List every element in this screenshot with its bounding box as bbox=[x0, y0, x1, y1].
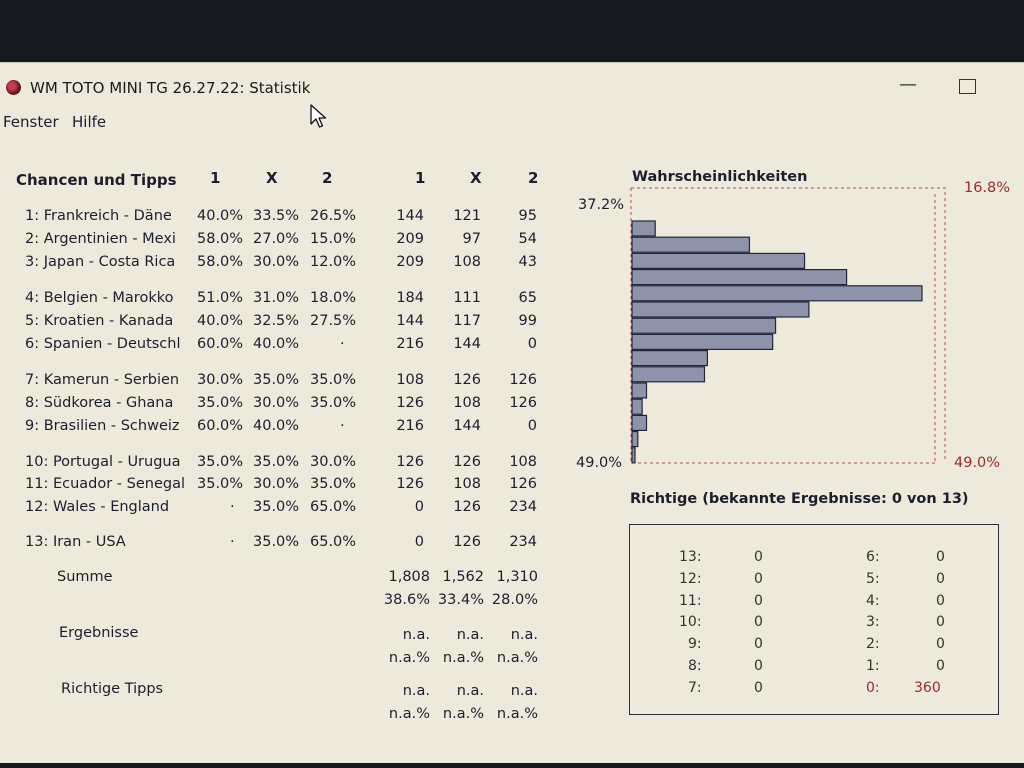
richtige-count-label: 2: bbox=[866, 636, 880, 653]
pct-1: · bbox=[230, 499, 235, 515]
match-label: 13: Iran - USA bbox=[25, 534, 126, 550]
summary-1: n.a. bbox=[402, 627, 430, 643]
chart-bar bbox=[632, 270, 847, 285]
summary-2: n.a. bbox=[510, 683, 538, 699]
count-x: 117 bbox=[453, 313, 481, 329]
count-1: 0 bbox=[414, 534, 424, 550]
count-2: 54 bbox=[518, 231, 537, 247]
richtige-count-value: 0 bbox=[936, 636, 945, 653]
summary-pct-x: 33.4% bbox=[437, 592, 484, 608]
richtige-count-value: 0 bbox=[754, 679, 763, 696]
summary-pct-x: n.a.% bbox=[442, 706, 484, 722]
richtige-count-label: 1: bbox=[866, 658, 880, 674]
richtige-count-label: 8: bbox=[688, 658, 702, 674]
chart-title: Wahrscheinlichkeiten bbox=[632, 169, 808, 185]
match-label: 11: Ecuador - Senegal bbox=[25, 476, 185, 492]
richtige-count-value: 0 bbox=[936, 614, 945, 631]
pct-1: 30.0% bbox=[197, 372, 244, 388]
summary-label: Summe bbox=[57, 569, 113, 585]
summary-x: 1,562 bbox=[442, 569, 484, 585]
count-x: 126 bbox=[453, 499, 481, 515]
count-2: 126 bbox=[509, 476, 537, 492]
chart-bar bbox=[632, 253, 805, 268]
count-1: 184 bbox=[396, 290, 424, 306]
match-label: 7: Kamerun - Serbien bbox=[25, 372, 180, 388]
table-heading: Chancen und Tipps bbox=[16, 171, 177, 189]
richtige-count-label: 7: bbox=[688, 679, 702, 696]
richtige-count-value: 0 bbox=[754, 636, 763, 653]
chart-bar bbox=[632, 432, 638, 447]
count-1: 209 bbox=[396, 254, 424, 270]
count-2: 99 bbox=[518, 313, 537, 329]
count-1: 126 bbox=[396, 395, 424, 411]
pct-2: 65.0% bbox=[310, 499, 357, 515]
richtige-count-value: 0 bbox=[936, 658, 945, 674]
menu-fenster[interactable]: Fenster bbox=[3, 113, 59, 131]
count-1: 126 bbox=[396, 476, 424, 492]
summary-pct-2: n.a.% bbox=[496, 650, 538, 666]
richtige-count-label: 4: bbox=[866, 592, 880, 609]
pct-x: 35.0% bbox=[253, 534, 300, 550]
count-header-x: X bbox=[470, 169, 482, 187]
pct-x: 27.0% bbox=[253, 231, 300, 247]
count-1: 0 bbox=[414, 499, 424, 515]
summary-pct-2: 28.0% bbox=[491, 592, 538, 608]
count-1: 108 bbox=[396, 372, 424, 388]
count-1: 216 bbox=[396, 336, 424, 352]
chart-bar bbox=[632, 415, 647, 430]
chart-bar bbox=[632, 318, 776, 333]
count-2: 108 bbox=[509, 454, 537, 470]
pct-x: 32.5% bbox=[253, 313, 300, 329]
window-title: WM TOTO MINI TG 26.27.22: Statistik bbox=[30, 79, 311, 97]
count-1: 144 bbox=[396, 313, 424, 329]
chart-label-top-right: 16.8% bbox=[964, 180, 1011, 196]
richtige-count-value: 0 bbox=[754, 549, 763, 565]
summary-2: 1,310 bbox=[496, 569, 538, 585]
count-x: 144 bbox=[453, 418, 481, 434]
summary-pct-1: n.a.% bbox=[388, 650, 430, 666]
count-x: 97 bbox=[462, 231, 481, 247]
pct-2: 35.0% bbox=[310, 395, 357, 411]
count-x: 108 bbox=[453, 395, 481, 411]
match-label: 10: Portugal - Urugua bbox=[25, 454, 181, 470]
match-label: 6: Spanien - Deutschl bbox=[25, 336, 181, 352]
chart-bar bbox=[632, 448, 635, 463]
pct-x: 40.0% bbox=[253, 418, 300, 434]
pct-1: 40.0% bbox=[197, 208, 244, 224]
summary-x: n.a. bbox=[456, 683, 484, 699]
chart-label-bottom-left: 49.0% bbox=[576, 455, 623, 471]
richtige-count-label: 12: bbox=[679, 570, 702, 587]
summary-pct-1: 38.6% bbox=[383, 592, 430, 608]
count-x: 126 bbox=[453, 534, 481, 550]
pct-1: 58.0% bbox=[197, 231, 244, 247]
statistics-window bbox=[0, 62, 1024, 763]
count-x: 111 bbox=[453, 290, 481, 306]
pct-2: · bbox=[340, 336, 345, 352]
count-x: 108 bbox=[453, 254, 481, 270]
summary-label: Richtige Tipps bbox=[61, 681, 164, 697]
count-1: 216 bbox=[396, 418, 424, 434]
richtige-count-label: 10: bbox=[679, 614, 702, 631]
richtige-count-label: 5: bbox=[866, 570, 880, 587]
chart-bar bbox=[632, 302, 809, 317]
richtige-counts-box bbox=[629, 524, 999, 715]
count-x: 126 bbox=[453, 454, 481, 470]
count-x: 108 bbox=[453, 476, 481, 492]
count-2: 65 bbox=[518, 290, 537, 306]
pct-2: 35.0% bbox=[310, 476, 357, 492]
pct-1: 60.0% bbox=[197, 418, 244, 434]
match-label: 8: Südkorea - Ghana bbox=[25, 395, 174, 411]
count-2: 43 bbox=[518, 254, 537, 270]
pct-2: · bbox=[340, 418, 345, 434]
pct-1: 35.0% bbox=[197, 454, 244, 470]
pct-header-2: 2 bbox=[322, 169, 333, 187]
count-2: 234 bbox=[509, 499, 537, 515]
pct-x: 30.0% bbox=[253, 476, 300, 492]
richtige-count-value: 360 bbox=[914, 679, 941, 696]
pct-1: 51.0% bbox=[197, 290, 244, 306]
richtige-count-value: 0 bbox=[936, 549, 945, 565]
richtige-count-value: 0 bbox=[754, 570, 763, 587]
chart-bar bbox=[632, 367, 705, 382]
richtige-count-value: 0 bbox=[936, 592, 945, 609]
chart-bar bbox=[632, 286, 922, 301]
count-1: 126 bbox=[396, 454, 424, 470]
chart-bar bbox=[632, 383, 647, 398]
summary-x: n.a. bbox=[456, 627, 484, 643]
count-header-1: 1 bbox=[415, 169, 426, 187]
count-2: 234 bbox=[509, 534, 537, 550]
summary-1: n.a. bbox=[402, 683, 430, 699]
pct-header-x: X bbox=[266, 169, 278, 187]
count-x: 144 bbox=[453, 336, 481, 352]
pct-2: 27.5% bbox=[310, 313, 357, 329]
count-1: 209 bbox=[396, 231, 424, 247]
minimize-button[interactable]: — bbox=[899, 74, 917, 95]
richtige-count-value: 0 bbox=[754, 614, 763, 631]
pct-header-1: 1 bbox=[210, 169, 221, 187]
count-header-2: 2 bbox=[528, 169, 539, 187]
pct-2: 18.0% bbox=[310, 290, 357, 306]
pct-2: 26.5% bbox=[310, 208, 357, 224]
match-label: 12: Wales - England bbox=[25, 499, 170, 515]
richtige-count-label: 13: bbox=[679, 549, 702, 565]
menu-hilfe[interactable]: Hilfe bbox=[72, 113, 107, 131]
match-label: 4: Belgien - Marokko bbox=[25, 290, 174, 306]
pct-2: 15.0% bbox=[310, 231, 357, 247]
pct-x: 35.0% bbox=[253, 499, 300, 515]
summary-1: 1,808 bbox=[388, 569, 430, 585]
chart-bar bbox=[632, 351, 707, 366]
richtige-count-label: 0: bbox=[866, 679, 880, 696]
pct-2: 35.0% bbox=[310, 372, 357, 388]
count-x: 121 bbox=[453, 208, 481, 224]
pct-1: 40.0% bbox=[197, 313, 244, 329]
pct-1: 35.0% bbox=[197, 395, 244, 411]
pct-x: 31.0% bbox=[253, 290, 300, 306]
chart-bar bbox=[632, 237, 749, 252]
chart-bar bbox=[632, 334, 773, 349]
chart-bar bbox=[632, 221, 655, 236]
match-label: 2: Argentinien - Mexi bbox=[25, 231, 176, 247]
count-1: 144 bbox=[396, 208, 424, 224]
match-label: 5: Kroatien - Kanada bbox=[25, 313, 174, 329]
chart-bar bbox=[632, 399, 642, 414]
pct-1: · bbox=[230, 534, 235, 550]
richtige-title: Richtige (bekannte Ergebnisse: 0 von 13) bbox=[630, 491, 969, 507]
richtige-count-value: 0 bbox=[754, 592, 763, 609]
pct-x: 35.0% bbox=[253, 454, 300, 470]
pct-2: 12.0% bbox=[310, 254, 357, 270]
richtige-count-label: 6: bbox=[866, 549, 880, 565]
chart-label-top-left: 37.2% bbox=[578, 197, 625, 213]
pct-1: 58.0% bbox=[197, 254, 244, 270]
count-2: 0 bbox=[527, 336, 537, 352]
pct-1: 35.0% bbox=[197, 476, 244, 492]
summary-pct-1: n.a.% bbox=[388, 706, 430, 722]
richtige-count-label: 9: bbox=[688, 636, 702, 653]
richtige-count-value: 0 bbox=[754, 658, 763, 674]
pct-x: 30.0% bbox=[253, 395, 300, 411]
count-2: 95 bbox=[518, 208, 537, 224]
richtige-count-value: 0 bbox=[936, 570, 945, 587]
pct-x: 40.0% bbox=[253, 336, 300, 352]
match-label: 1: Frankreich - Däne bbox=[25, 208, 172, 224]
richtige-count-label: 11: bbox=[679, 592, 702, 609]
richtige-count-label: 3: bbox=[866, 614, 880, 631]
pct-2: 65.0% bbox=[310, 534, 357, 550]
count-2: 126 bbox=[509, 395, 537, 411]
pct-x: 35.0% bbox=[253, 372, 300, 388]
pct-2: 30.0% bbox=[310, 454, 357, 470]
match-label: 3: Japan - Costa Rica bbox=[25, 254, 176, 270]
pct-x: 30.0% bbox=[253, 254, 300, 270]
summary-label: Ergebnisse bbox=[59, 625, 139, 641]
summary-pct-x: n.a.% bbox=[442, 650, 484, 666]
count-2: 126 bbox=[509, 372, 537, 388]
pct-1: 60.0% bbox=[197, 336, 244, 352]
summary-pct-2: n.a.% bbox=[496, 706, 538, 722]
count-x: 126 bbox=[453, 372, 481, 388]
match-label: 9: Brasilien - Schweiz bbox=[25, 418, 180, 434]
summary-2: n.a. bbox=[510, 627, 538, 643]
chart-label-bottom-right: 49.0% bbox=[954, 455, 1001, 471]
pct-x: 33.5% bbox=[253, 208, 300, 224]
count-2: 0 bbox=[527, 418, 537, 434]
